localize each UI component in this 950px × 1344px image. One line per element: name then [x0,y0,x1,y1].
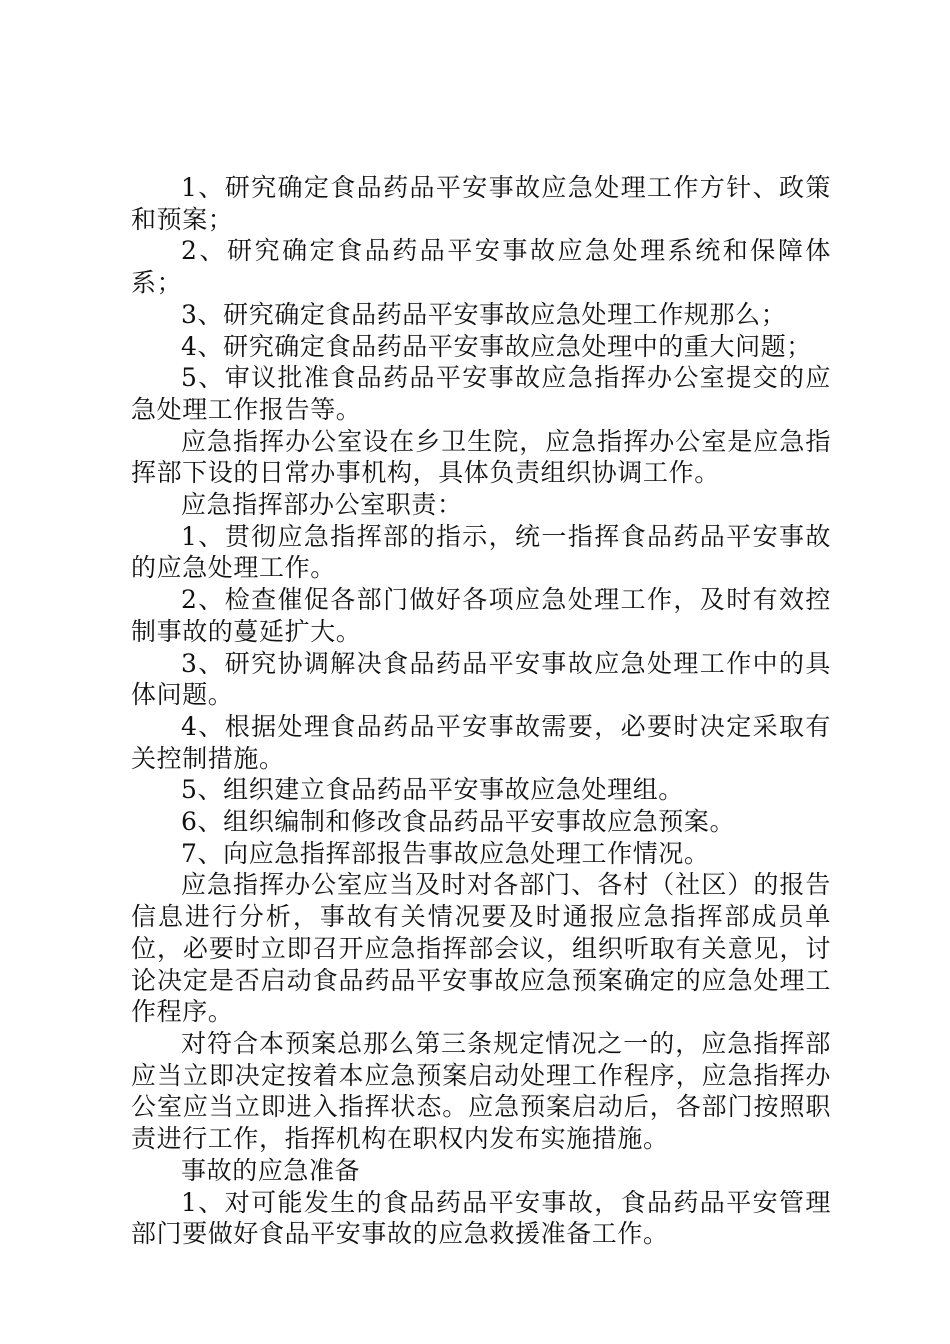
paragraph-commander-duty-4: 4、研究确定食品药品平安事故应急处理中的重大问题； [181,331,812,361]
paragraph-information-analysis: 应急指挥办公室应当及时对各部门、各村（社区）的报告信息进行分析，事故有关情况要及时通报应急指挥部成员单位，必要时立即召开应急指挥部会议，组织听取有关意见，讨论决定是否启动食品药品平安事故应急预案确定的应急处理工作程序。 [131,870,831,1027]
paragraph-commander-duty-3: 3、研究确定食品药品平安事故应急处理工作规那么； [181,299,787,329]
paragraph-office-duty-4: 4、根据处理食品药品平安事故需要，必要时决定采取有关控制措施。 [131,711,831,773]
paragraph-commander-duty-2: 2、研究确定食品药品平安事故应急处理系统和保障体系； [131,236,831,298]
paragraph-office-duty-3: 3、研究协调解决食品药品平安事故应急处理工作中的具体问题。 [131,648,831,710]
paragraph-office-duty-2: 2、检查催促各部门做好各项应急处理工作，及时有效控制事故的蔓延扩大。 [131,585,831,646]
paragraph-office-duty-7: 7、向应急指挥部报告事故应急处理工作情况。 [181,838,710,868]
paragraph-office-location: 应急指挥办公室设在乡卫生院，应急指挥办公室是应急指挥部下设的日常办事机构，具体负责组织协调工作。 [131,426,831,488]
paragraph-commander-duty-1: 1、研究确定食品药品平安事故应急处理工作方针、政策和预案； [131,173,831,234]
document-body [131,172,831,1250]
paragraph-plan-activation: 对符合本预案总那么第三条规定情况之一的，应急指挥部应当立即决定按着本应急预案启动处理工作程序，应急指挥办公室应当立即进入指挥状态。应急预案启动后，各部门按照职责进行工作，指挥机构在职权内发布实施措施。 [131,1028,831,1154]
section-heading-emergency-preparation: 事故的应急准备 [181,1155,361,1185]
paragraph-commander-duty-5: 5、审议批准食品药品平安事故应急指挥办公室提交的应急处理工作报告等。 [131,363,831,424]
paragraph-office-duty-6: 6、组织编制和修改食品药品平安事故应急预案。 [181,807,736,837]
paragraph-office-duty-5: 5、组织建立食品药品平安事故应急处理组。 [181,775,684,805]
paragraph-office-duty-1: 1、贯彻应急指挥部的指示，统一指挥食品药品平安事故的应急处理工作。 [131,521,831,583]
paragraph-office-duties-heading: 应急指挥部办公室职责： [181,490,463,520]
paragraph-preparation-1: 1、对可能发生的食品药品平安事故，食品药品平安管理部门要做好食品平安事故的应急救援准备工作。 [131,1187,831,1249]
